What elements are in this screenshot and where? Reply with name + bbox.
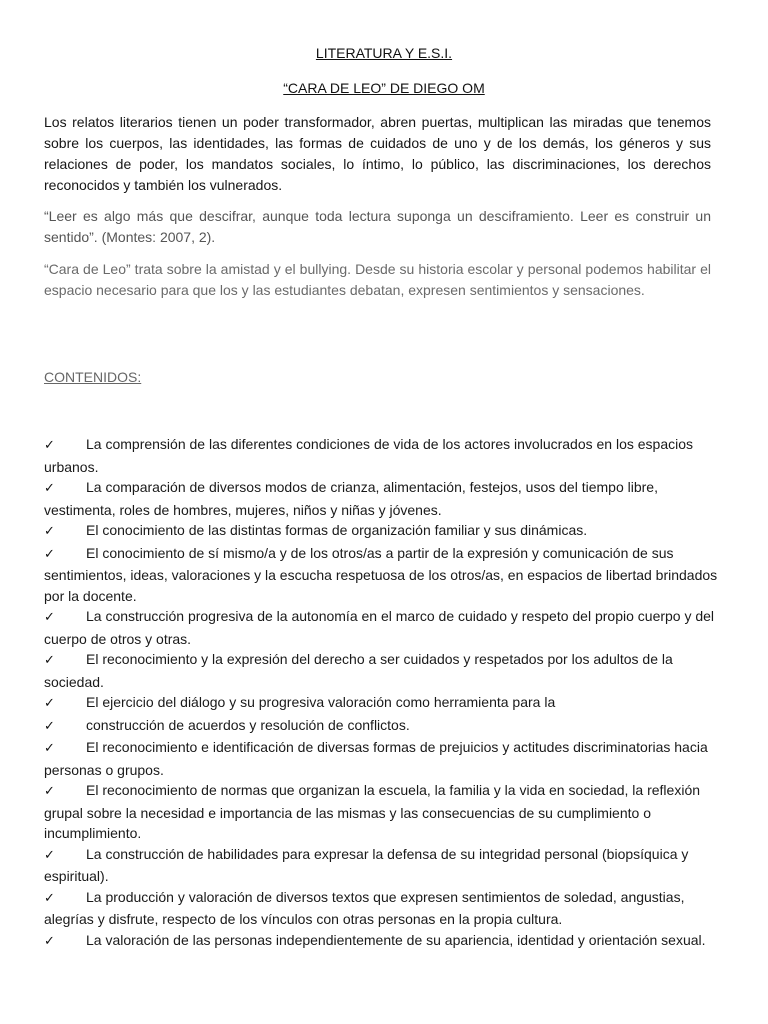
list-item: [44, 606, 719, 649]
quote-paragraph: “Leer es algo más que descifrar, aunque toda lectura suponga un desciframiento. Leer es construir un sentido”. (Montes: 2007, 2).: [44, 208, 711, 245]
list-item: [44, 715, 719, 738]
summary-paragraph: “Cara de Leo” trata sobre la amistad y el bullying. Desde su historia escolar y personal podemos habilitar el espacio necesario para que los y las estudiantes debatan, expresen sentimientos y sensaciones.: [44, 261, 711, 298]
check-icon: ✓: [44, 718, 55, 734]
contents-heading: CONTENIDOS:: [44, 369, 142, 385]
list-item: [44, 520, 719, 543]
list-item: [44, 434, 719, 477]
check-icon: ✓: [44, 481, 55, 496]
list-item: [44, 477, 719, 520]
list-item: [44, 543, 719, 607]
list-item-text: La producción y valoración de diversos textos que expresen sentimientos de soledad, angustias, alegrías y disfrute, respecto de los vínculos con otras personas en la propia cultura.: [44, 888, 685, 927]
list-item-text: El ejercicio del diálogo y su progresiva valoración como herramienta para la: [86, 694, 556, 710]
list-item-text: La construcción progresiva de la autonomía en el marco de cuidado y respeto del propio cuerpo y del cuerpo de otros y otras.: [44, 608, 715, 647]
document-title: LITERATURA Y E.S.I.: [315, 45, 453, 61]
list-item-text: construcción de acuerdos y resolución de conflictos.: [86, 716, 410, 733]
list-item-text: La construcción de habilidades para expresar la defensa de su integridad personal (biopsíquica y espiritual).: [44, 845, 689, 884]
list-item: [44, 887, 719, 930]
list-item-text: La comprensión de las diferentes condiciones de vida de los actores involucrados en los espacios urbanos.: [44, 436, 694, 475]
list-item-text: El reconocimiento de normas que organizan la escuela, la familia y la vida en sociedad, la reflexión grupal sobre la necesidad e importancia de las mismas y las consecuencias de su cumplimiento o incumplimiento.: [44, 782, 701, 841]
list-item: [44, 692, 719, 715]
list-item-text: La valoración de las personas independientemente de su apariencia, identidad y orientación sexual.: [86, 931, 706, 948]
list-item-text: El reconocimiento e identificación de diversas formas de prejuicios y actitudes discriminatorias hacia personas o grupos.: [44, 739, 708, 778]
list-item: [44, 930, 719, 953]
check-icon: ✓: [44, 546, 55, 562]
check-icon: ✓: [44, 438, 55, 453]
check-icon: ✓: [44, 610, 55, 625]
check-icon: ✓: [44, 933, 55, 949]
check-icon: ✓: [44, 847, 55, 863]
list-item-text: El conocimiento de las distintas formas de organización familiar y sus dinámicas.: [86, 522, 588, 538]
check-icon: ✓: [44, 784, 55, 799]
check-icon: ✓: [44, 741, 55, 756]
list-item: [44, 844, 719, 887]
check-icon: ✓: [44, 524, 55, 539]
list-item: [44, 780, 719, 844]
list-item-text: El reconocimiento y la expresión del derecho a ser cuidados y respetados por los adultos de la sociedad.: [44, 651, 673, 690]
list-item: [44, 649, 719, 692]
list-item-text: La comparación de diversos modos de crianza, alimentación, festejos, usos del tiempo libre, vestimenta, roles de hombres, mujeres, niños y niñas y jóvenes.: [44, 479, 658, 518]
check-icon: ✓: [44, 890, 55, 906]
list-item: [44, 737, 719, 780]
document-subtitle: “CARA DE LEO” DE DIEGO OM: [283, 80, 485, 96]
check-icon: ✓: [44, 696, 55, 711]
contents-list: [44, 434, 719, 952]
check-icon: ✓: [44, 653, 55, 668]
list-item-text: El conocimiento de sí mismo/a y de los otros/as a partir de la expresión y comunicación de sus sentimientos, ideas, valoraciones y la escucha respetuosa de los otros/as, en espacios de libertad brindados por la docente.: [44, 544, 718, 604]
intro-paragraph: Los relatos literarios tienen un poder transformador, abren puertas, multiplican las miradas que tenemos sobre los cuerpos, las identidades, las formas de cuidados de uno y de los demás, los géneros y sus relaciones de poder, los mandatos sociales, lo íntimo, lo público, las discriminaciones, los derechos reconocidos y también los vulnerados.: [44, 114, 711, 193]
